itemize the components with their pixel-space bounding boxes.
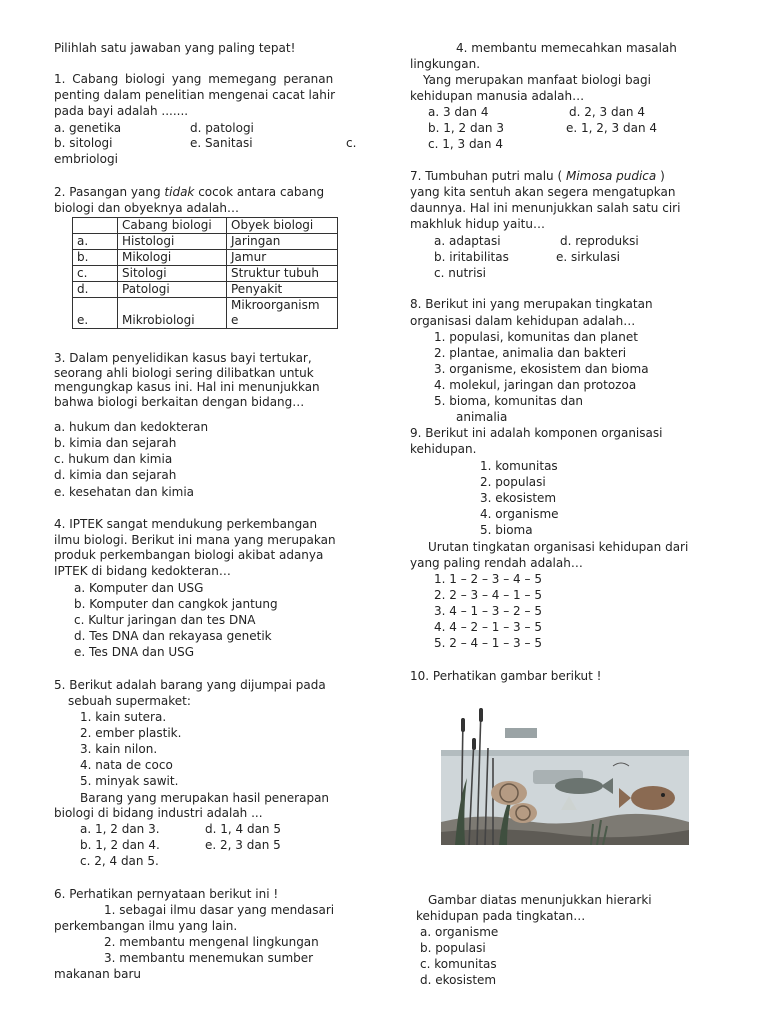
q10-line2: Gambar diatas menunjukkan hierarki (428, 893, 652, 907)
q2-line1-c: cocok antara cabang (194, 185, 325, 199)
q5-item-4: 4. nata de coco (80, 758, 173, 772)
q10-line3: kehidupan pada tingkatan… (416, 909, 586, 923)
q1-line1: 1. Cabang biologi yang memegang peranan (54, 72, 334, 86)
table-cell: Mikrobiologi (118, 298, 227, 329)
q9-line1: 9. Berikut ini adalah komponen organisasi (410, 426, 663, 440)
q6-option-d: d. 2, 3 dan 4 (569, 105, 645, 119)
q3-option-b: b. kimia dan sejarah (54, 436, 177, 450)
q7-line2: yang kita sentuh akan segera mengatupkan (410, 185, 676, 199)
table-cell: c. (73, 266, 118, 282)
q4-option-c: c. Kultur jaringan dan tes DNA (74, 613, 256, 627)
q3-line4: bahwa biologi berkaitan dengan bidang… (54, 395, 305, 409)
q5-line3: Barang yang merupakan hasil penerapan (80, 791, 330, 805)
q5-line2: sebuah supermaket: (68, 694, 191, 708)
q9-item-5: 5. bioma (480, 523, 533, 537)
q9-line2: kehidupan. (410, 442, 477, 456)
q7-line1 (410, 169, 665, 184)
q5-option-d: d. 1, 4 dan 5 (205, 822, 281, 836)
table-cell: d. (73, 282, 118, 298)
table-row (73, 298, 338, 329)
q8-option-3: 3. organisme, ekosistem dan bioma (434, 362, 649, 376)
q3-line1: 3. Dalam penyelidikan kasus bayi tertukar, (54, 351, 312, 365)
q6-line3: kehidupan manusia adalah… (410, 89, 585, 103)
q4-option-d: d. Tes DNA dan rekayasa genetik (74, 629, 272, 643)
table-row (73, 266, 338, 282)
q5-item-2: 2. ember plastik. (80, 726, 182, 740)
q5-item-1: 1. kain sutera. (80, 710, 167, 724)
q7-option-c: c. nutrisi (434, 266, 486, 280)
table-cell (73, 218, 118, 234)
q1-option-a: a. genetika (54, 121, 122, 135)
q10-option-a: a. organisme (420, 925, 499, 939)
q6-line2: Yang merupakan manfaat biologi bagi (423, 73, 651, 87)
q7-line4: makhluk hidup yaitu… (410, 217, 545, 231)
table-cell: Histologi (118, 234, 227, 250)
q4-option-e: e. Tes DNA dan USG (74, 645, 195, 659)
table-cell: Sitologi (118, 266, 227, 282)
q7-species-name: Mimosa pudica (565, 169, 657, 183)
q1-line2: penting dalam penelitian mengenai cacat lahir (54, 88, 336, 102)
table-cell: Jamur (227, 250, 338, 266)
table-header-row (73, 218, 338, 234)
table-row (73, 234, 338, 250)
q5-option-c: c. 2, 4 dan 5. (80, 854, 159, 868)
q2-line1 (54, 185, 324, 200)
q5-option-b: b. 1, 2 dan 4. (80, 838, 160, 852)
q2-line1-a: 2. Pasangan yang (54, 185, 165, 199)
q7-line3: daunnya. Hal ini menunjukkan salah satu ciri (410, 201, 681, 215)
q10-option-b: b. populasi (420, 941, 486, 955)
q7-option-e: e. sirkulasi (556, 250, 620, 264)
q7-option-d: d. reproduksi (560, 234, 639, 248)
q4-line2: ilmu biologi. Berikut ini mana yang merupakan (54, 533, 336, 547)
q6-option-a: a. 3 dan 4 (428, 105, 489, 119)
q7-option-a: a. adaptasi (434, 234, 501, 248)
table-cell: Patologi (118, 282, 227, 298)
q9-option-2: 2. 2 – 3 – 4 – 1 – 5 (434, 588, 542, 602)
table-cell: Obyek biologi (227, 218, 338, 234)
q5-option-a: a. 1, 2 dan 3. (80, 822, 160, 836)
q6-statement-4b: lingkungan. (410, 57, 481, 71)
q9-option-3: 3. 4 – 1 – 3 – 2 – 5 (434, 604, 542, 618)
q9-item-1: 1. komunitas (480, 459, 558, 473)
q6-statement-3b: makanan baru (54, 967, 142, 981)
table-row (73, 282, 338, 298)
q4-option-a: a. Komputer dan USG (74, 581, 204, 595)
table-cell: Mikologi (118, 250, 227, 266)
q9-item-2: 2. populasi (480, 475, 546, 489)
table-cell: e. (73, 298, 118, 329)
table-cell: a. (73, 234, 118, 250)
q5-line4: biologi di bidang industri adalah ... (54, 806, 263, 820)
q3-line3: mengungkap kasus ini. Hal ini menunjukkan (54, 380, 320, 394)
q8-line1: 8. Berikut ini yang merupakan tingkatan (410, 297, 653, 311)
q8-option-5-cont: animalia (456, 410, 508, 424)
q8-option-4: 4. molekul, jaringan dan protozoa (434, 378, 637, 392)
q7-line1-a: 7. Tumbuhan putri malu ( (410, 169, 566, 183)
q8-option-1: 1. populasi, komunitas dan planet (434, 330, 638, 344)
q10-option-d: d. ekosistem (420, 973, 497, 987)
q3-option-d: d. kimia dan sejarah (54, 468, 177, 482)
table-row (73, 250, 338, 266)
q6-option-c: c. 1, 3 dan 4 (428, 137, 503, 151)
q7-option-b: b. iritabilitas (434, 250, 509, 264)
q10-line1: 10. Perhatikan gambar berikut ! (410, 669, 602, 683)
q2-line1-emph: tidak (164, 185, 195, 199)
q6-option-b: b. 1, 2 dan 3 (428, 121, 504, 135)
q3-option-a: a. hukum dan kedokteran (54, 420, 209, 434)
q5-item-3: 3. kain nilon. (80, 742, 158, 756)
q9-line4: yang paling rendah adalah… (410, 556, 583, 570)
q1-option-c: c. (346, 136, 357, 150)
q4-option-b: b. Komputer dan cangkok jantung (74, 597, 278, 611)
q6-statement-4a: 4. membantu memecahkan masalah (456, 41, 677, 55)
q9-option-4: 4. 4 – 2 – 1 – 3 – 5 (434, 620, 542, 634)
q1-option-e: e. Sanitasi (190, 136, 253, 150)
q8-option-2: 2. plantae, animalia dan bakteri (434, 346, 627, 360)
table-cell: Jaringan (227, 234, 338, 250)
q9-line3: Urutan tingkatan organisasi kehidupan dari (428, 540, 689, 554)
q6-option-e: e. 1, 2, 3 dan 4 (566, 121, 658, 135)
table-cell: Penyakit (227, 282, 338, 298)
q8-line2: organisasi dalam kehidupan adalah… (410, 314, 636, 328)
q6-statement-3a: 3. membantu menemukan sumber (104, 951, 314, 965)
q4-line4: IPTEK di bidang kedokteran… (54, 564, 231, 578)
table-cell-line: Mikroorganism (231, 298, 320, 312)
q9-item-4: 4. organisme (480, 507, 559, 521)
q4-line3: produk perkembangan biologi akibat adanya (54, 548, 324, 562)
q10-option-c: c. komunitas (420, 957, 497, 971)
q3-option-c: c. hukum dan kimia (54, 452, 173, 466)
instruction-header: Pilihlah satu jawaban yang paling tepat! (54, 41, 296, 55)
q5-line1: 5. Berikut adalah barang yang dijumpai pada (54, 678, 326, 692)
q5-item-5: 5. minyak sawit. (80, 774, 179, 788)
q6-statement-1a: 1. sebagai ilmu dasar yang mendasari (104, 903, 335, 917)
q6-statement-2: 2. membantu mengenal lingkungan (104, 935, 319, 949)
q5-option-e: e. 2, 3 dan 5 (205, 838, 281, 852)
q2-line2: biologi dan obyeknya adalah… (54, 201, 240, 215)
table-cell: Struktur tubuh (227, 266, 338, 282)
table-cell-line: e (231, 313, 239, 327)
q3-option-e: e. kesehatan dan kimia (54, 485, 195, 499)
q6-line1: 6. Perhatikan pernyataan berikut ini ! (54, 887, 279, 901)
table-cell: Cabang biologi (118, 218, 227, 234)
q9-option-5: 5. 2 – 4 – 1 – 3 – 5 (434, 636, 542, 650)
table-cell: b. (73, 250, 118, 266)
q8-option-5: 5. bioma, komunitas dan (434, 394, 584, 408)
q9-item-3: 3. ekosistem (480, 491, 557, 505)
q4-line1: 4. IPTEK sangat mendukung perkembangan (54, 517, 318, 531)
q1-option-c-text: embriologi (54, 152, 118, 166)
q1-line3: pada bayi adalah ....... (54, 104, 189, 118)
q7-line1-c: ) (656, 169, 665, 183)
q9-option-1: 1. 1 – 2 – 3 – 4 – 5 (434, 572, 542, 586)
q3-line2: seorang ahli biologi sering dilibatkan untuk (54, 366, 314, 380)
q1-option-d: d. patologi (190, 121, 254, 135)
q2-table (72, 217, 338, 329)
q6-statement-1b: perkembangan ilmu yang lain. (54, 919, 238, 933)
table-cell (227, 298, 338, 329)
aquatic-ecosystem-image (441, 688, 689, 845)
q1-option-b: b. sitologi (54, 136, 113, 150)
